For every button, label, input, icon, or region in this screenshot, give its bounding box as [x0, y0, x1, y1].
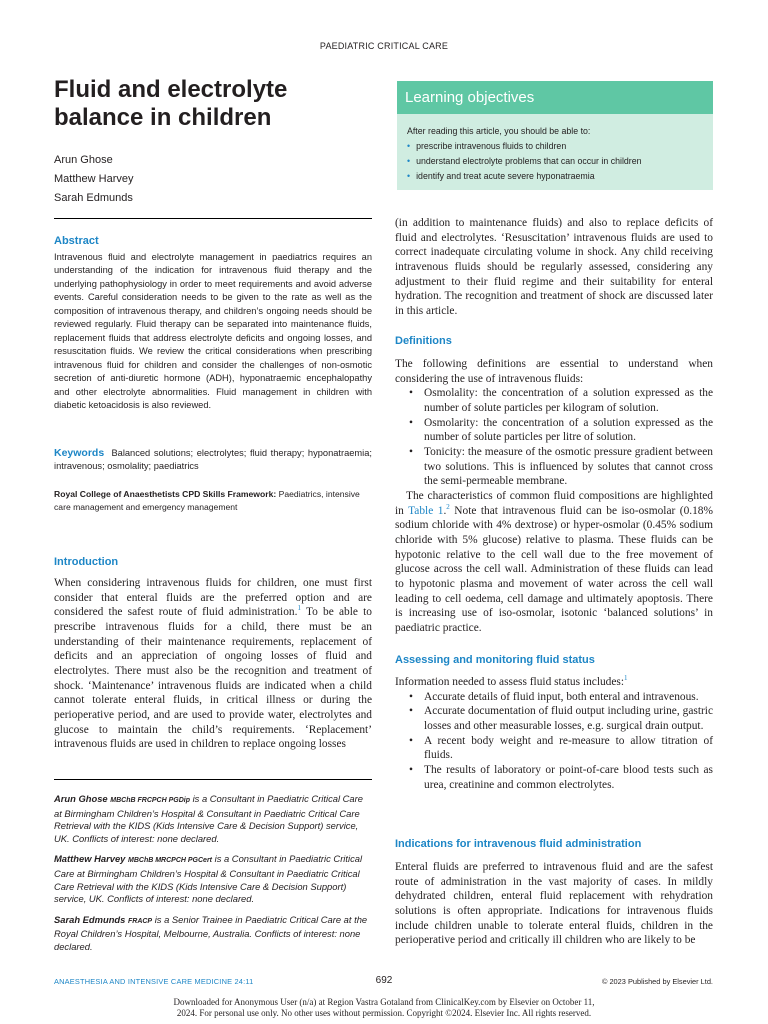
continued-paragraph	[395, 216, 713, 319]
introduction-text	[54, 576, 372, 752]
assessing-item: • Accurate documentation of fluid output including urine, gastric losses and other measurable losses, e.g. surgical drain output.	[395, 704, 713, 733]
keywords-label: Keywords	[54, 447, 105, 459]
citation-ref[interactable]: 1	[297, 604, 301, 613]
abstract-text: Intravenous fluid and electrolyte management in paediatrics requires an understanding of the indication for intravenous fluid therapy and the underlying pathophysiology in order to meet requirements and avoid adverse events. Careful consideration needs to be given to the rate as well as the composition of intravenous therapy, and children’s ongoing needs should be reviewed regularly. Fluid therapy can be separated into maintenance fluids, replacement fluids that address electrolyte deficits and ongoing losses, and resuscitation fluids. We review the critical considerations when prescribing intravenous fluid for children and consider the challenges of non-osmotic secretion of anti-diuretic hormone (ADH), hyponatraemic encephalopathy and other electrolyte abnormalities. Fluid management in children with diabetic ketoacidosis is also reviewed.	[54, 252, 372, 410]
author-name: Sarah Edmunds	[54, 192, 133, 204]
text-run: The characteristics of common fluid compositions are highlighted in	[395, 489, 713, 517]
author-name: Arun Ghose	[54, 154, 113, 166]
text-run: When considering intravenous fluids for children, one must first consider that enteral fluids are the preferred option and are considered the safest route of fluid administration.	[54, 577, 372, 619]
text-run: Note that intravenous fluid can be iso-osmolar (0.18% sodium chloride with 4% dextrose) or hyper-osmolar (0.45% sodium chloride with 5% glucose) relative to plasma. These fluids can be hypotonic relative to the cell wall due to the free movement of glucose across the cell wall. Administration of these fluids can lead to hypotonic plasma and movement of water across the cell wall leading to cell oedema, cell damage and ultimately apoptosis. There is increasing use of iso-osmolar, isotonic ‘balanced solutions’ in paediatric practice.	[395, 504, 713, 634]
paragraph	[395, 675, 713, 690]
text-run: Information needed to assess fluid status includes:	[395, 676, 625, 688]
text-run: To be able to prescribe intravenous fluids for a child, there must be an understanding of their maintenance requirements, replacement of deficits and an appreciation of ongoing losses of fluid and electrolytes. There must also be the recognition and treatment of shock. ‘Maintenance’ intravenous fluids are indicated when a child cannot tolerate enteral fluids, in critical illness or during the perioperative period, and are used to provide water, electrolytes and glucose to maintain the child’s requirements. ‘Replacement’ intravenous fluids are used in children to replace ongoing losses	[54, 606, 372, 751]
cpd-label: Royal College of Anaesthetists CPD Skills Framework:	[54, 489, 277, 499]
assessing-heading: Assessing and monitoring fluid status	[395, 654, 595, 666]
cpd-text: Paediatrics, intensive care management and emergency management	[54, 489, 360, 512]
definition-item: • Tonicity: the measure of the osmotic pressure gradient between two solutions. This is influenced by solutes that cannot cross the semi-permeable membrane.	[395, 445, 713, 489]
bio-text: is a Consultant in Paediatric Critical Care at Birmingham Children’s Hospital & Consultant in Paediatric Critical Care Retrieval with the KIDS (Kids Intensive Care & Decision Support) service, UK. Conflicts of interest: none declared.	[54, 853, 363, 905]
footer-journal: ANAESTHESIA AND INTENSIVE CARE MEDICINE 24:11	[54, 977, 254, 986]
definitions-list	[395, 386, 713, 489]
learning-objectives-intro: After reading this article, you should be able to:	[407, 126, 591, 136]
definition-item: • Osmolality: the concentration of a solution expressed as the number of solute particles per kilogram of solution.	[395, 386, 713, 415]
introduction-paragraph	[54, 576, 372, 752]
assessing-list	[395, 690, 713, 793]
learning-objective-item: • prescribe intravenous fluids to children	[407, 139, 713, 154]
indications-text	[395, 860, 713, 948]
column-divider-rule	[54, 218, 372, 219]
definition-item: • Osmolarity: the concentration of a solution expressed as the number of solute particles per litre of solution.	[395, 416, 713, 445]
learning-objectives-heading: Learning objectives	[397, 81, 713, 114]
learning-objectives-list	[397, 139, 713, 184]
keywords	[54, 447, 372, 474]
author-bio	[54, 853, 372, 905]
paragraph: The following definitions are essential to understand when considering the use of intravenous fluids:	[395, 358, 713, 385]
download-notice-line: Downloaded for Anonymous User (n/a) at Region Vastra Gotaland from ClinicalKey.com by Elsevier on October 11,	[173, 997, 595, 1007]
keywords-text: Balanced solutions; electrolytes; fluid therapy; hyponatraemia; intravenous; osmolality; paediatrics	[54, 448, 372, 472]
bio-name: Matthew Harvey	[54, 853, 126, 865]
bio-divider-rule	[54, 779, 372, 780]
assessing-item: • Accurate details of fluid input, both enteral and intravenous.	[395, 690, 713, 705]
page-number: 692	[375, 975, 393, 986]
download-notice	[0, 997, 768, 1019]
download-notice-line: 2024. For personal use only. No other uses without permission. Copyright ©2024. Elsevier Inc. All rights reserved.	[176, 1008, 592, 1018]
article-title	[54, 76, 354, 132]
learning-objective-item: • understand electrolyte problems that can occur in children	[407, 154, 713, 169]
citation-ref[interactable]: 1	[624, 674, 628, 683]
author-bio	[54, 914, 372, 954]
indications-heading: Indications for intravenous fluid administration	[395, 838, 642, 850]
bio-name: Sarah Edmunds	[54, 913, 126, 925]
introduction-heading: Introduction	[54, 556, 119, 568]
assessing-item: • A recent body weight and re-measure to allow titration of fluids.	[395, 734, 713, 763]
bio-text: is a Consultant in Paediatric Critical Care at Birmingham Children’s Hospital & Consultant in Paediatric Critical Care Retrieval with the KIDS (Kids Intensive Care & Decision Support) service, UK. Conflicts of interest: none declared.	[54, 793, 363, 844]
bio-degrees: MBChB MRCPCH PGCert	[128, 857, 212, 865]
bio-text: is a Senior Trainee in Paediatric Critical Care at the Royal Children’s Hospital, Melbourne, Australia. Conflicts of interest: none declared.	[54, 913, 368, 952]
author-bio	[54, 793, 372, 845]
title-line: Fluid and electrolyte	[54, 76, 288, 103]
bio-degrees: FRACP	[127, 917, 153, 925]
footer-copyright: © 2023 Published by Elsevier Ltd.	[601, 977, 713, 986]
author-name: Matthew Harvey	[54, 173, 134, 185]
author-list	[54, 151, 133, 208]
table-link[interactable]: Table 1	[408, 504, 444, 517]
bio-degrees: MBChB FRCPCH PGDip	[110, 797, 190, 804]
paragraph: (in addition to maintenance fluids) and also to replace deficits of fluid and electrolytes. ‘Resuscitation’ intravenous fluids are used to correct inadequate circulating volume in shock. Any child receiving intravenous fluids should be regularly assessed, considering any adjustment to their fluid regime and their suitability for enteral hydration. The recognition and treatment of shock are discussed later in this article.	[395, 217, 713, 317]
cpd-framework	[54, 488, 372, 513]
definitions-text	[395, 357, 713, 635]
assessing-item: • The results of laboratory or point-of-care blood tests such as urea, creatinine and common electrolytes.	[395, 763, 713, 792]
paragraph: Enteral fluids are preferred to intravenous fluid and are the safest route of administration in the vast majority of cases. In mildly dehydrated children, enteral fluid replacement with rehydration solutions is often appropriate. Indications for intravenous fluids include children unable to tolerate enteral fluids, children in the perioperative period and critically ill children who are likely to be	[395, 861, 713, 947]
citation-ref[interactable]: 2	[446, 502, 450, 511]
abstract-heading: Abstract	[54, 235, 99, 247]
learning-objective-item: • identify and treat acute severe hyponatraemia	[407, 169, 713, 184]
bio-name: Arun Ghose	[54, 793, 108, 804]
author-bios	[54, 793, 372, 962]
running-header: PAEDIATRIC CRITICAL CARE	[319, 41, 449, 51]
learning-objectives-box	[397, 81, 713, 190]
definitions-heading: Definitions	[395, 335, 452, 347]
assessing-text	[395, 675, 713, 792]
paragraph: The characteristics of common fluid compositions are highlighted in Table 1.$^2$ Note that intravenous fluid can be iso-osmolar (0.18% sodium chloride with 4% dextrose) or hyper-osmolar (0.45% sodium chloride with 5% glucose) relative to plasma. These fluids can be hypotonic relative to the cell wall due to the free movement of glucose across the cell wall. Administration of these fluids can lead to hypotonic plasma and movement of water across the cell wall leading to cell oedema, cell damage and ultimately apoptosis. There is increasing use of iso-osmolar, isotonic ‘balanced solutions’ in paediatric practice.	[395, 489, 713, 634]
title-line: balance in children	[54, 104, 272, 131]
